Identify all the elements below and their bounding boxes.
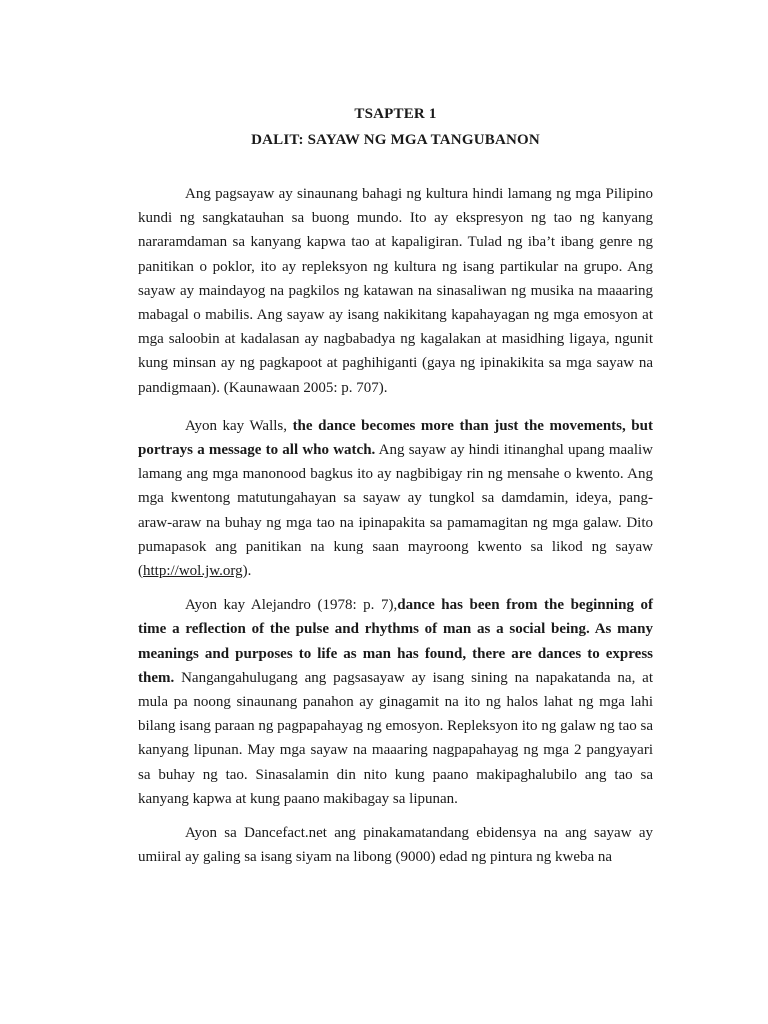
chapter-label: TSAPTER 1 [354, 106, 437, 122]
paragraph-2-intro: Ayon kay Walls, [185, 417, 293, 434]
chapter-title: DALIT: SAYAW NG MGA TANGUBANON [251, 132, 540, 148]
alejandro-quote: dance has been from the beginning of time a reflection of the pulse and rhythms of man as a social being. As many meanings and purposes to life as man has found, there are dances to express them. [138, 597, 654, 686]
walls-quote: the dance becomes more than just the movements, but portrays a message to all who watch. [138, 417, 653, 459]
paragraph-3-body: Nangangahulugang ang pagsasayaw ay isang sining na napakatanda na, at mula pa noong sinaunang panahon ay ginagamit na ito ng halos lahat ng mga lahi bilang isang paraan ng pagpapahayag ng emosyon. Repleksyon ito ng galaw ng tao sa kanyang lipunan. May mga sayaw na maaaring nagpapahayag ng mga 2 pangyayari sa buhay ng tao. Sinasalamin din nito kung paano makipaghalubilo ang tao sa kanyang kapwa at kung paano makibagay sa lipunan. [138, 669, 653, 807]
paragraph-4: Ayon sa Dancefact.net ang pinakamatandang ebidensya na ang sayaw ay umiiral ay galing sa isang siyam na libong (9000) edad ng pintura ng kweba na [138, 825, 653, 866]
source-link[interactable]: http://wol.jw.org [143, 563, 243, 580]
paragraph-3-intro: Ayon kay Alejandro (1978: p. 7), [185, 597, 398, 614]
document-page [138, 104, 653, 879]
paragraph-1: Ang pagsayaw ay sinaunang bahagi ng kultura hindi lamang ng mga Pilipino kundi ng sangkatauhan sa buong mundo. Ito ay ekspresyon ng tao ng kanyang nararamdaman sa kanyang kapwa tao at kapaligiran. Tulad ng iba’t ibang genre ng panitikan o poklor, ito ay repleksyon ng kultura ng isang partikular na grupo. Ang sayaw ay maindayog na pagkilos ng katawan na sinasaliwan ng musika na maaaring mabagal o mabilis. Ang sayaw ay isang nakikitang kapahayagan ng mga emosyon at mga saloobin at kadalasan ay nagbabadya ng kagalakan at masidhing ligaya, ngunit kung minsan ay ng pagkapoot at paghihiganti (gaya ng ipinakikita sa mga sayaw na pandigmaan). (Kaunawaan 2005: p. 707). [138, 186, 653, 396]
paragraph-2-body: Ang sayaw ay hindi itinanghal upang maaliw lamang ang mga manonood bagkus ito ay nagbibigay rin ng mensahe o kwento. Ang mga kwentong matutungahayan sa sayaw ay tungkol sa damdamin, ideya, pang-araw-araw na buhay ng mga tao na ipinapakita sa pamamagitan ng mga galaw. Dito pumapasok ang panitikan na kung saan mayroong kwento sa likod ng sayaw ( [138, 442, 654, 580]
paragraph-3 [138, 593, 653, 811]
paragraph-2 [138, 414, 653, 583]
paragraph-2-end: ). [242, 563, 252, 580]
